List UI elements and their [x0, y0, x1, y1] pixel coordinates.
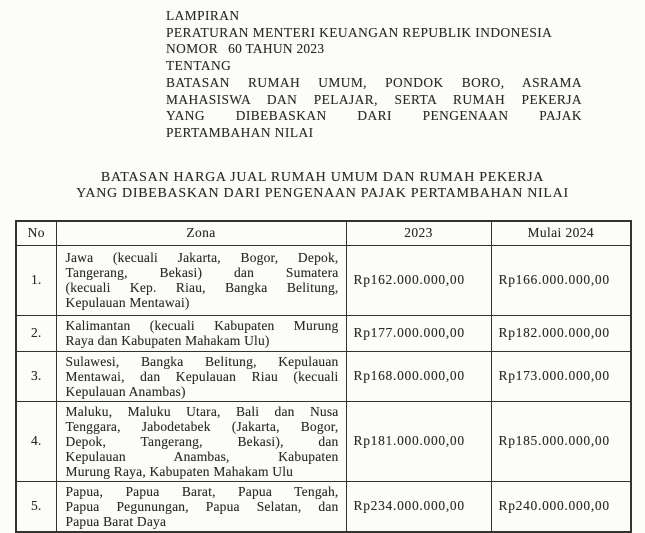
zona-cell: [56, 481, 346, 532]
price-2023-cell: Rp162.000.000,00: [346, 245, 491, 315]
subject-line: YANG DIBEBASKAN DARI PENGENAAN PAJAK: [166, 108, 582, 124]
price-2024-cell: Rp173.000.000,00: [491, 351, 631, 401]
table-header-row: [16, 221, 631, 245]
zona-line: Sulawesi, Bangka Belitung, Kepulauan: [65, 353, 339, 369]
table-row: [16, 245, 631, 315]
table-row: [16, 351, 631, 401]
table-row: [16, 401, 631, 481]
zona-cell: [56, 351, 346, 401]
appendix-title: [0, 170, 645, 202]
zona-line: Papua Pegunungan, Papua Selatan, dan: [65, 498, 339, 514]
price-2024-cell: Rp240.000.000,00: [491, 481, 631, 532]
regulation-subject: [166, 75, 582, 142]
price-2023-cell: Rp168.000.000,00: [346, 351, 491, 401]
row-number-cell: 3.: [16, 351, 56, 401]
price-table: [15, 220, 632, 533]
price-2024-cell: Rp166.000.000,00: [491, 245, 631, 315]
lampiran-header: [166, 8, 582, 142]
zona-line: (kecuali Kep. Riau, Bangka Belitung,: [65, 280, 339, 295]
lampiran-label: LAMPIRAN: [166, 8, 240, 23]
zona-line: Tenggara, Jabodetabek (Jakarta, Bogor,: [65, 418, 339, 434]
zona-line: Kepulauan Mentawai): [65, 295, 190, 310]
appendix-title-line2: YANG DIBEBASKAN DARI PENGENAAN PAJAK PERTAMBAHAN NILAI: [76, 186, 569, 202]
price-2023-cell: Rp177.000.000,00: [346, 315, 491, 351]
regulation-number: [166, 41, 582, 58]
row-number-cell: 1.: [16, 245, 56, 315]
table-row: [16, 481, 631, 532]
zona-line: Papua, Papua Barat, Papua Tengah,: [65, 483, 339, 499]
zona-cell: [56, 315, 346, 351]
zona-cell: [56, 245, 346, 315]
subject-line: BATASAN RUMAH UMUM, PONDOK BORO, ASRAMA: [166, 74, 582, 90]
price-2024-cell: Rp182.000.000,00: [491, 315, 631, 351]
zona-line: Papua Barat Daya: [65, 513, 167, 529]
row-number-cell: 2.: [16, 315, 56, 351]
zona-line: Maluku, Maluku Utara, Bali dan Nusa: [65, 403, 339, 419]
subject-line: PERTAMBAHAN NILAI: [166, 124, 314, 140]
zona-line: Jawa (kecuali Jakarta, Bogor, Depok,: [65, 250, 339, 265]
zona-line: Raya dan Kabupaten Mahakam Ulu): [65, 333, 270, 348]
appendix-title-line1: BATASAN HARGA JUAL RUMAH UMUM DAN RUMAH PEKERJA: [100, 170, 545, 185]
nomor-label: NOMOR: [166, 41, 219, 57]
col-header-zona: Zona: [56, 221, 346, 245]
price-2023-cell: Rp181.000.000,00: [346, 401, 491, 481]
zona-line: Depok, Tangerang, Bekasi), dan: [65, 433, 339, 449]
subject-line: MAHASISWA DAN PELAJAR, SERTA RUMAH PEKERJA: [166, 91, 582, 107]
tentang-label: TENTANG: [166, 58, 232, 74]
regulation-name: PERATURAN MENTERI KEUANGAN REPUBLIK INDONESIA: [166, 24, 553, 40]
table-row: [16, 315, 631, 351]
zona-line: Mentawai, dan Kepulauan Riau (kecuali: [65, 368, 339, 384]
col-header-no: No: [16, 221, 56, 245]
zona-line: Tangerang, Bekasi) dan Sumatera: [65, 265, 339, 280]
nomor-value: 60 TAHUN 2023: [228, 41, 325, 57]
zona-line: Murung Raya, Kabupaten Mahakam Ulu: [65, 463, 294, 479]
price-2023-cell: Rp234.000.000,00: [346, 481, 491, 532]
zona-cell: [56, 401, 346, 481]
col-header-2023: 2023: [346, 221, 491, 245]
price-2024-cell: Rp185.000.000,00: [491, 401, 631, 481]
zona-line: Kepulauan Anambas, Kabupaten: [65, 448, 339, 464]
col-header-mulai-2024: Mulai 2024: [491, 221, 631, 245]
row-number-cell: 4.: [16, 401, 56, 481]
zona-line: Kalimantan (kecuali Kabupaten Murung: [65, 318, 339, 333]
row-number-cell: 5.: [16, 481, 56, 532]
zona-line: Kepulauan Anambas): [65, 383, 186, 399]
